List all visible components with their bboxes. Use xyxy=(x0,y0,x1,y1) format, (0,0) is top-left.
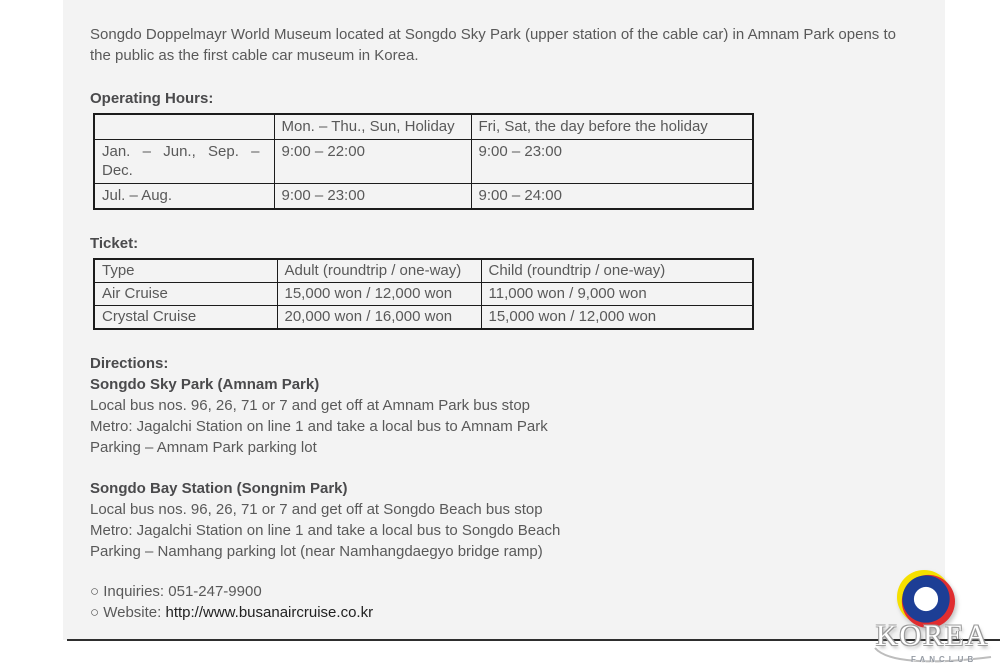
logo-subtext: FANCLUB xyxy=(911,655,978,664)
directions-section-bay-station xyxy=(90,478,905,562)
table-cell: Mon. – Thu., Sun, Holiday xyxy=(274,114,471,140)
ticket-table xyxy=(93,258,754,330)
directions-line-bus: Local bus nos. 96, 26, 71 or 7 and get off at Amnam Park bus stop xyxy=(90,397,531,414)
table-cell: 11,000 won / 9,000 won xyxy=(481,283,753,306)
table-cell: 9:00 – 23:00 xyxy=(274,184,471,210)
table-row xyxy=(94,114,753,140)
table-cell: Jan. – Jun., Sep. – Dec. xyxy=(94,140,274,184)
table-cell: 20,000 won / 16,000 won xyxy=(277,306,481,330)
table-cell xyxy=(94,114,274,140)
contact-block xyxy=(90,581,905,623)
website-label: ○ Website: xyxy=(90,604,166,621)
footer-divider-line xyxy=(67,639,1000,641)
website-line xyxy=(90,602,905,623)
table-row xyxy=(94,283,753,306)
table-cell: 9:00 – 23:00 xyxy=(471,140,753,184)
operating-hours-table xyxy=(93,113,754,210)
directions-section-heading: Songdo Sky Park (Amnam Park) xyxy=(90,376,320,393)
logo-wordmark: KOREA xyxy=(875,619,990,652)
directions-line-metro: Metro: Jagalchi Station on line 1 and take a local bus to Songdo Beach xyxy=(90,522,561,539)
intro-paragraph: Songdo Doppelmayr World Museum located at Songdo Sky Park (upper station of the cable car) in Amnam Park opens to the public as the first cable car museum in Korea. xyxy=(90,26,896,64)
table-cell: 15,000 won / 12,000 won xyxy=(277,283,481,306)
directions-title: Directions: xyxy=(90,355,169,372)
korea-fanclub-logo[interactable] xyxy=(865,570,1000,667)
table-cell: 9:00 – 24:00 xyxy=(471,184,753,210)
directions-section-heading: Songdo Bay Station (Songnim Park) xyxy=(90,480,348,497)
table-row xyxy=(94,306,753,330)
table-cell: 9:00 – 22:00 xyxy=(274,140,471,184)
operating-hours-title: Operating Hours: xyxy=(90,90,214,107)
document-panel xyxy=(63,0,945,640)
table-cell: Crystal Cruise xyxy=(94,306,277,330)
directions-line-bus: Local bus nos. 96, 26, 71 or 7 and get off at Songdo Beach bus stop xyxy=(90,501,543,518)
table-row xyxy=(94,259,753,283)
website-link[interactable]: http://www.busanaircruise.co.kr xyxy=(165,604,374,621)
table-cell: Air Cruise xyxy=(94,283,277,306)
inquiries-line: ○ Inquiries: 051-247-9900 xyxy=(90,583,262,600)
directions-line-metro: Metro: Jagalchi Station on line 1 and take a local bus to Amnam Park xyxy=(90,418,548,435)
table-row xyxy=(94,184,753,210)
table-row xyxy=(94,140,753,184)
directions-section-sky-park xyxy=(90,374,905,458)
table-cell: Fri, Sat, the day before the holiday xyxy=(471,114,753,140)
table-cell: Jul. – Aug. xyxy=(94,184,274,210)
ticket-title: Ticket: xyxy=(90,235,139,252)
table-cell: Adult (roundtrip / one-way) xyxy=(277,259,481,283)
directions-line-parking: Parking – Amnam Park parking lot xyxy=(90,439,317,456)
table-cell: Type xyxy=(94,259,277,283)
table-cell: 15,000 won / 12,000 won xyxy=(481,306,753,330)
directions-line-parking: Parking – Namhang parking lot (near Namhangdaegyo bridge ramp) xyxy=(90,543,543,560)
table-cell: Child (roundtrip / one-way) xyxy=(481,259,753,283)
